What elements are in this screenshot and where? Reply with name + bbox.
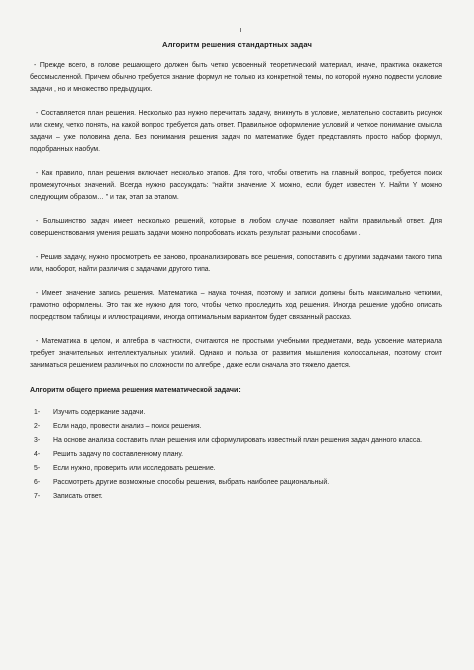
- list-item: [30, 407, 442, 419]
- step-number: 7-: [34, 493, 41, 500]
- paragraph-theory: - Прежде всего, в голове решающего должен быть четко усвоенный теоретический материал, иначе, практика окажется бессмысленной. Причем обычно требуется знание формул не только из конкретной темы, по которой нужно подвести условие задачи , но и множество предыдущих.: [30, 62, 442, 93]
- paragraph-plan: - Составляется план решения. Несколько раз нужно перечитать задачу, вникнуть в условие, желательно составить рисунок или схему, четко понять, на какой вопрос требуется дать ответ. Правильное оформление условий и четкое понимание смысла задачи – уже половина дела. Без понимания решения задач по математике будет представлять просто набор формул, подобранных наобум.: [30, 110, 442, 153]
- step-text: Записать ответ.: [53, 493, 103, 500]
- document-title: Алгоритм решения стандартных задач: [162, 40, 312, 49]
- paragraph-notation: - Имеет значение запись решения. Математика – наука точная, поэтому и записи должны быть максимально четкими, грамотно оформлены. Это так же нужно для того, чтобы четко проследить ход решения. Иногда решение удобно описать посредством таблицы и иллюстрациями, иногда оптимальным вариантом будет связанный рассказ.: [30, 290, 442, 321]
- step-number: 6-: [34, 479, 41, 486]
- list-item: [30, 435, 442, 447]
- algorithm-subtitle: Алгоритм общего приема решения математической задачи:: [30, 386, 241, 394]
- list-item: [30, 449, 442, 461]
- step-number: 3-: [34, 437, 41, 444]
- paragraph-stages: - Как правило, план решения включает несколько этапов. Для того, чтобы ответить на главный вопрос, требуется поиск промежуточных значений. Всегда нужно рассуждать: “найти значение X можно, если будет известен Y. Найти Y можно следующим образом… ” и так, этап за этапом.: [30, 170, 442, 201]
- list-item: [30, 421, 442, 433]
- scan-mark: [240, 28, 241, 32]
- algorithm-steps: [30, 407, 442, 503]
- step-number: 1-: [34, 409, 41, 416]
- step-text: Изучить содержание задачи.: [53, 409, 146, 416]
- step-text: Решить задачу по составленному плану.: [53, 451, 184, 458]
- step-number: 4-: [34, 451, 41, 458]
- step-text: Если надо, провести анализ – поиск решения.: [53, 423, 202, 430]
- list-item: [30, 463, 442, 475]
- list-item: [30, 491, 442, 503]
- step-text: На основе анализа составить план решения или сформулировать известный план решения задач данного класса.: [53, 437, 423, 444]
- list-item: [30, 477, 442, 489]
- paragraph-algebra: - Математика в целом, и алгебра в частности, считаются не простыми учебными предметами, ведь усвоение материала требует значительных интеллектуальных усилий. Однако и польза от развития мышления колоссальная, поэтому стоит заниматься решением различных по сложности по алгебре , даже если сначала это тяжело дается.: [30, 338, 442, 369]
- paragraph-review: - Решив задачу, нужно просмотреть ее заново, проанализировать все решения, сопоставить с другими задачами такого типа или, наоборот, найти различия с задачами другого типа.: [30, 254, 442, 273]
- document-body: [30, 60, 442, 505]
- step-number: 5-: [34, 465, 41, 472]
- step-text: Если нужно, проверить или исследовать решение.: [53, 465, 216, 472]
- paragraph-multiple-solutions: - Большинство задач имеет несколько решений, которые в любом случае позволяет найти правильный ответ. Для совершенствования умения решать задачи можно попробовать искать результат разными способами .: [30, 218, 442, 237]
- step-text: Рассмотреть другие возможные способы решения, выбрать наиболее рациональный.: [53, 479, 330, 486]
- step-number: 2-: [34, 423, 41, 430]
